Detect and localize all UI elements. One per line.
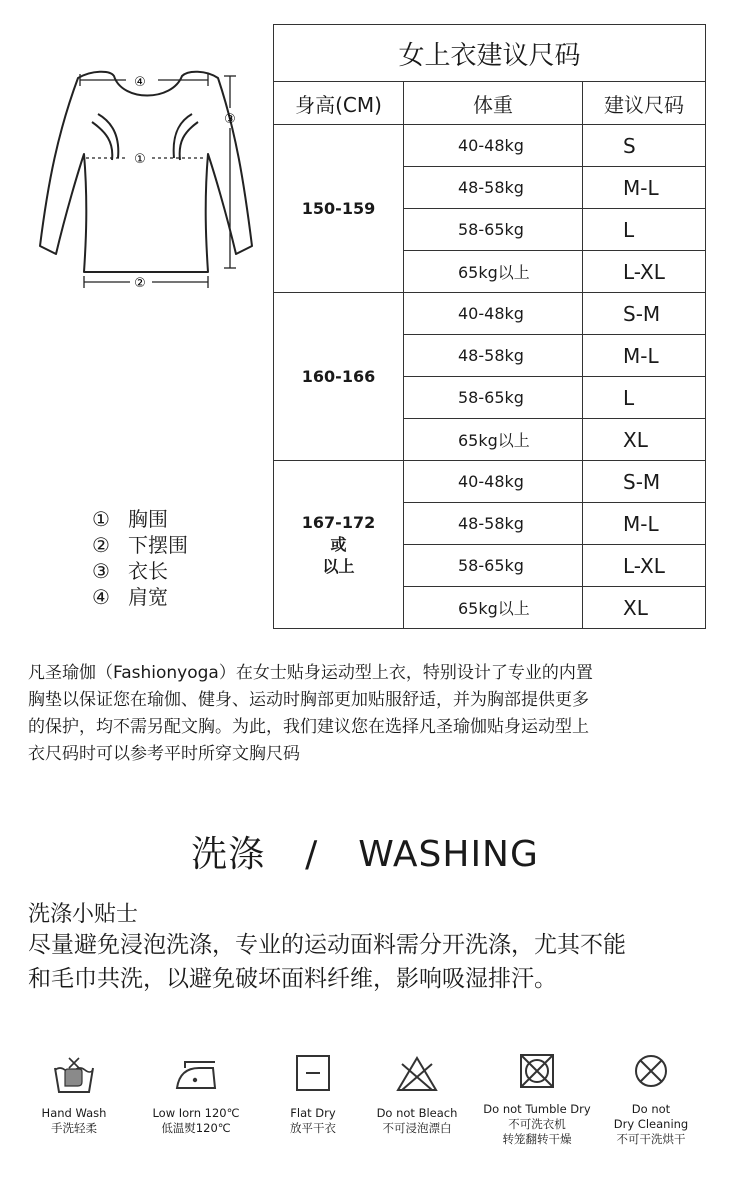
- table-row: [274, 461, 706, 503]
- table-row: [274, 125, 706, 167]
- no-dry-clean-icon: [628, 1052, 674, 1092]
- legend-item-shoulder: [92, 584, 188, 610]
- table-row: [274, 293, 706, 335]
- header-height: 身高(CM): [274, 82, 404, 125]
- care-label-en: Do not: [631, 1102, 671, 1116]
- description-line: 衣尺码时可以参考平时所穿文胸尺码: [28, 744, 300, 764]
- weight-cell: 40-48kg: [404, 461, 583, 503]
- care-label-zh: 手洗轻柔: [51, 1121, 97, 1135]
- washing-heading-zh: 洗涤: [191, 834, 266, 875]
- description-line: 凡圣瑜伽（Fashionyoga）在女士贴身运动型上衣，特别设计了专业的内置: [28, 663, 593, 683]
- weight-cell: 58-65kg: [404, 545, 583, 587]
- header-size: 建议尺码: [583, 82, 706, 125]
- size-cell: M-L: [583, 503, 706, 545]
- care-label-zh: 低温熨120℃: [161, 1121, 231, 1135]
- legend-label: 肩宽: [128, 585, 168, 609]
- care-item-hand-wash: [15, 1052, 133, 1136]
- low-iron-icon: [173, 1052, 219, 1096]
- care-label-zh: 不可浸泡漂白: [382, 1121, 452, 1135]
- care-item-low-iron: [137, 1052, 255, 1136]
- description-line: 的保护，均不需另配文胸。为此，我们建议您在选择凡圣瑜伽贴身运动型上: [28, 717, 589, 737]
- height-label: 或: [330, 534, 347, 554]
- legend-num: ②: [92, 533, 110, 557]
- care-label-en: Do not Tumble Dry: [483, 1102, 591, 1116]
- table-title: 女上衣建议尺码: [274, 25, 706, 82]
- size-cell: XL: [583, 419, 706, 461]
- height-cell: [274, 293, 404, 461]
- no-bleach-icon: [394, 1052, 440, 1096]
- care-label-en: Flat Dry: [290, 1106, 336, 1120]
- legend-num: ④: [92, 585, 110, 609]
- height-cell: [274, 461, 404, 629]
- weight-cell: 48-58kg: [404, 167, 583, 209]
- legend-num: ①: [92, 507, 110, 531]
- size-cell: L-XL: [583, 545, 706, 587]
- care-item-no-bleach: [358, 1052, 476, 1136]
- weight-cell: 48-58kg: [404, 335, 583, 377]
- care-label-en: Do not Bleach: [376, 1106, 458, 1120]
- weight-cell: 40-48kg: [404, 125, 583, 167]
- fit-description: [28, 660, 718, 768]
- height-label: 150-159: [301, 198, 376, 218]
- legend-item-length: [92, 558, 188, 584]
- description-line: 胸垫以保证您在瑜伽、健身、运动时胸部更加贴服舒适，并为胸部提供更多: [28, 690, 589, 710]
- legend-num: ③: [92, 559, 110, 583]
- legend-label: 衣长: [128, 559, 168, 583]
- tips-line: 和毛巾共洗，以避免破坏面料纤维，影响吸湿排汗。: [28, 966, 557, 992]
- care-label-en: Low Iorn 120℃: [152, 1106, 240, 1120]
- weight-cell: 58-65kg: [404, 209, 583, 251]
- height-label: 160-166: [301, 366, 376, 386]
- shirt-outline: [40, 72, 252, 272]
- height-cell: [274, 125, 404, 293]
- washing-tips-body: [28, 928, 718, 996]
- weight-cell: 48-58kg: [404, 503, 583, 545]
- care-label-en: Hand Wash: [41, 1106, 107, 1120]
- washing-heading: [0, 826, 730, 877]
- care-label-zh: 不可洗衣机: [508, 1117, 566, 1131]
- weight-cell: 65kg以上: [404, 587, 583, 629]
- weight-cell: 65kg以上: [404, 419, 583, 461]
- size-cell: S: [583, 125, 706, 167]
- care-label-en: Dry Cleaning: [613, 1117, 689, 1131]
- garment-diagram: [22, 62, 262, 302]
- size-table: [273, 24, 706, 629]
- height-label: 167-172: [301, 512, 376, 532]
- heading-slash: /: [305, 834, 319, 875]
- care-item-no-dry-clean: [592, 1052, 710, 1147]
- measurement-legend: [92, 506, 188, 610]
- size-cell: L-XL: [583, 251, 706, 293]
- legend-item-hem: [92, 532, 188, 558]
- size-cell: M-L: [583, 167, 706, 209]
- care-label-zh: 放平干衣: [290, 1121, 336, 1135]
- size-cell: L: [583, 377, 706, 419]
- legend-item-chest: [92, 506, 188, 532]
- legend-label: 胸围: [128, 507, 168, 531]
- flat-dry-icon: [290, 1052, 336, 1096]
- hand-wash-icon: [51, 1052, 97, 1096]
- no-tumble-dry-icon: [514, 1052, 560, 1092]
- care-label-zh: 不可干洗烘干: [616, 1132, 686, 1146]
- size-cell: XL: [583, 587, 706, 629]
- size-cell: L: [583, 209, 706, 251]
- washing-heading-en: WASHING: [358, 834, 539, 875]
- tips-line: 尽量避免浸泡洗涤，专业的运动面料需分开洗涤，尤其不能: [28, 932, 626, 958]
- size-cell: M-L: [583, 335, 706, 377]
- care-item-flat-dry: [254, 1052, 372, 1136]
- weight-cell: 58-65kg: [404, 377, 583, 419]
- mark-hem: ②: [134, 276, 146, 291]
- size-cell: S-M: [583, 293, 706, 335]
- header-weight: 体重: [404, 82, 583, 125]
- care-item-no-tumble-dry: [478, 1052, 596, 1147]
- weight-cell: 65kg以上: [404, 251, 583, 293]
- size-cell: S-M: [583, 461, 706, 503]
- mark-length: ③: [224, 112, 236, 127]
- washing-tips-title: 洗涤小贴士: [28, 902, 139, 927]
- legend-label: 下摆围: [128, 533, 188, 557]
- mark-chest: ①: [134, 152, 146, 167]
- care-label-zh: 转笼翻转干燥: [502, 1132, 572, 1146]
- weight-cell: 40-48kg: [404, 293, 583, 335]
- mark-shoulder: ④: [134, 75, 146, 90]
- height-label: 以上: [322, 556, 355, 576]
